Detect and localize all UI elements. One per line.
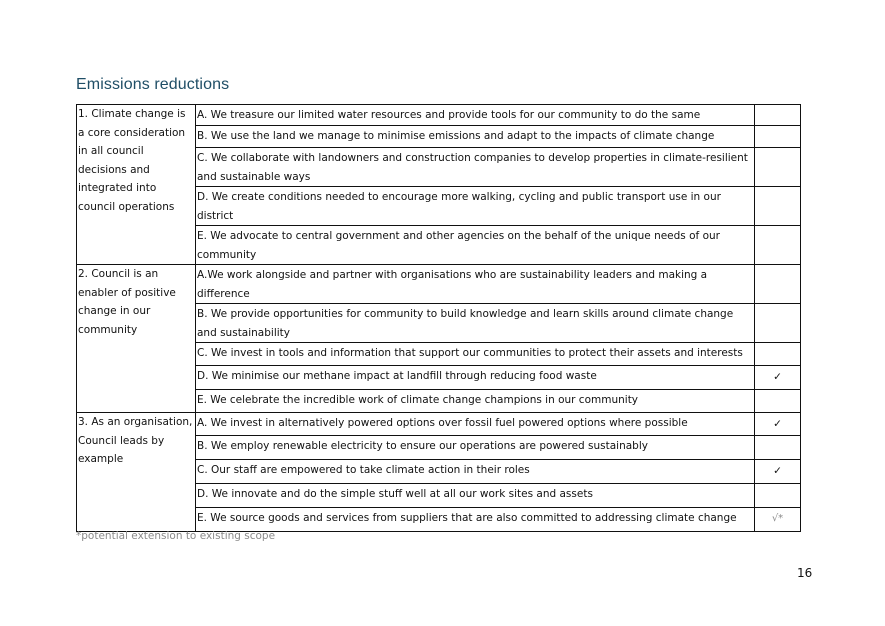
- table-row: [77, 413, 801, 436]
- status-mark: [755, 126, 801, 148]
- statement-cell: A. We treasure our limited water resources and provide tools for our community to do the same: [196, 105, 755, 126]
- statement-cell: A. We invest in alternatively powered options over fossil fuel powered options where possible: [196, 413, 755, 436]
- status-mark: [755, 187, 801, 226]
- status-mark: [755, 343, 801, 366]
- statement-cell: E. We celebrate the incredible work of climate change champions in our community: [196, 390, 755, 413]
- status-mark: [755, 436, 801, 460]
- statement-cell: D. We create conditions needed to encourage more walking, cycling and public transport use in our district: [196, 187, 755, 226]
- status-mark: [755, 265, 801, 304]
- check-mark: ✓: [755, 413, 801, 436]
- statement-cell: D. We minimise our methane impact at landfill through reducing food waste: [196, 366, 755, 390]
- outcomes-table: [76, 104, 801, 532]
- statement-cell: B. We provide opportunities for community to build knowledge and learn skills around climate change and sustainability: [196, 304, 755, 343]
- status-mark: [755, 148, 801, 187]
- check-mark: ✓: [755, 460, 801, 484]
- check-mark: ✓: [755, 366, 801, 390]
- statement-cell: A.We work alongside and partner with organisations who are sustainability leaders and making a difference: [196, 265, 755, 304]
- statement-cell: D. We innovate and do the simple stuff well at all our work sites and assets: [196, 484, 755, 508]
- status-mark: [755, 390, 801, 413]
- table-row: [77, 105, 801, 126]
- status-mark: [755, 226, 801, 265]
- page-number: 16: [797, 566, 813, 580]
- status-mark: [755, 304, 801, 343]
- status-mark: [755, 484, 801, 508]
- footnote: *potential extension to existing scope: [76, 530, 276, 542]
- section-title: Emissions reductions: [76, 76, 230, 93]
- statement-cell: B. We employ renewable electricity to ensure our operations are powered sustainably: [196, 436, 755, 460]
- status-mark: [755, 105, 801, 126]
- category-cell-1: 1. Climate change is a core consideration in all council decisions and integrated into council operations: [77, 105, 196, 265]
- statement-cell: B. We use the land we manage to minimise emissions and adapt to the impacts of climate change: [196, 126, 755, 148]
- statement-cell: C. Our staff are empowered to take climate action in their roles: [196, 460, 755, 484]
- category-cell-2: 2. Council is an enabler of positive change in our community: [77, 265, 196, 413]
- partial-check-mark: √*: [755, 508, 801, 532]
- statement-cell: C. We collaborate with landowners and construction companies to develop properties in climate-resilient and sustainable ways: [196, 148, 755, 187]
- statement-cell: E. We source goods and services from suppliers that are also committed to addressing climate change: [196, 508, 755, 532]
- category-cell-3: 3. As an organisation, Council leads by example: [77, 413, 196, 532]
- table-row: [77, 265, 801, 304]
- statement-cell: C. We invest in tools and information that support our communities to protect their assets and interests: [196, 343, 755, 366]
- statement-cell: E. We advocate to central government and other agencies on the behalf of the unique needs of our community: [196, 226, 755, 265]
